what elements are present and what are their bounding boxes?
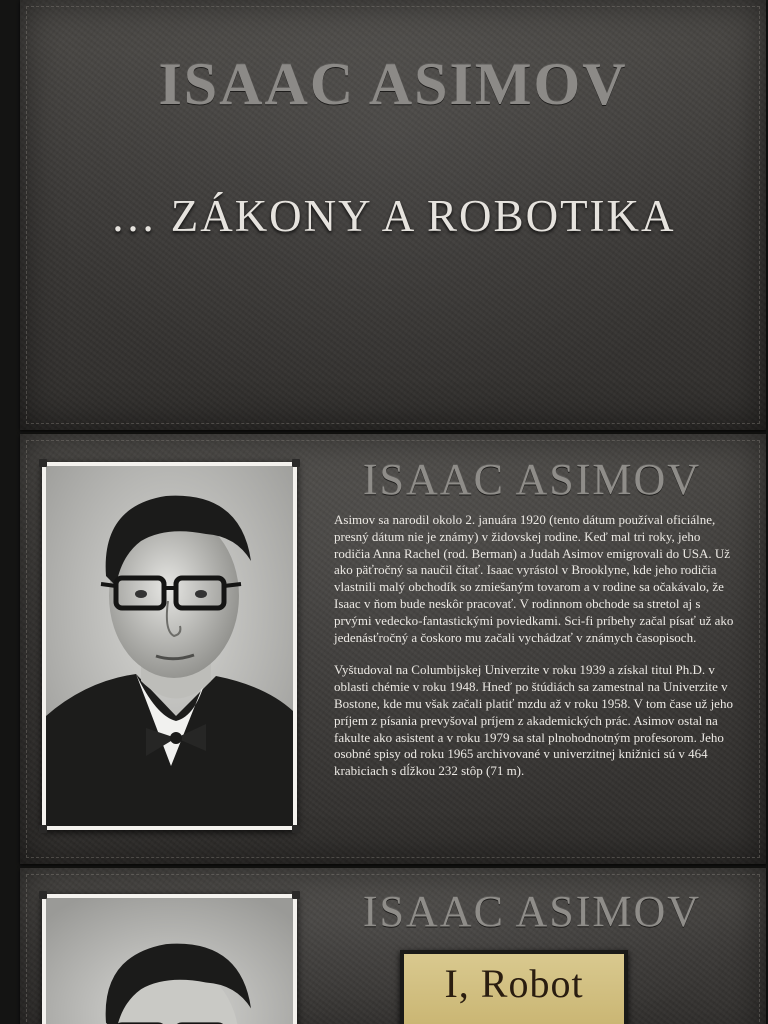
photo-corner (39, 891, 47, 899)
portrait-image (46, 898, 293, 1024)
photo-corner (39, 459, 47, 467)
title-slide (20, 0, 766, 430)
paragraph: Asimov sa narodil okolo 2. januára 1920 (tento dátum používal oficiálne, presný dátum nie je známy) v židovskej rodine. Keď mal tri roky, jeho rodičia Anna Rachel (rod. Berman) a Judah Asimov emigrovali do USA. Už ako päťročný sa naučil čítať. Isaac vyrástol v Brooklyne, kde jeho rodičia vlastnili malý obchodík so zmiešaným tovarom a v rodine sa očakávalo, že Isaac v ňom bude neskôr pracovať. V rodinnom obchode sa stretol aj s prvými vedecko-fantastickými poviedkami. Sci-fi príbehy začal písať už ako jedenásťročný a čoskoro mu začali vychádzať v známych časopisoch. (334, 512, 734, 645)
slide-title: ISAAC ASIMOV (362, 887, 702, 936)
works-slide (20, 868, 766, 1024)
biography-slide (20, 434, 766, 864)
portrait-image (46, 466, 293, 826)
slide-subtitle: … ZÁKONY A ROBOTIKA (110, 191, 676, 241)
book-title: I, Robot (444, 961, 584, 1006)
photo-corner (292, 459, 300, 467)
portrait-photo (42, 894, 297, 1024)
photo-corner (39, 825, 47, 833)
book-cover (400, 950, 628, 1024)
slide-title: ISAAC ASIMOV (362, 455, 702, 504)
photo-corner (292, 825, 300, 833)
slide-title: ISAAC ASIMOV (158, 51, 628, 117)
biography-text (334, 512, 739, 796)
paragraph: Vyštudoval na Columbijskej Univerzite v roku 1939 a získal titul Ph.D. v oblasti chémie v roku 1948. Hneď po štúdiách sa zamestnal na Univerzite v Bostone, kde mu však začali platiť mzdu až v roku 1958. V tom čase už jeho príjem z písania prevyšoval príjem z akademických prác. Asimov ostal na fakulte ako asistent a v roku 1979 sa stal plnohodnotným profesorom. Jeho osobné spisy od roku 1965 archivované v univerzitnej knižnici sú v 464 krabiciach s dĺžkou 232 stôp (71 m). (334, 662, 733, 779)
photo-corner (292, 891, 300, 899)
portrait-photo (42, 462, 297, 830)
